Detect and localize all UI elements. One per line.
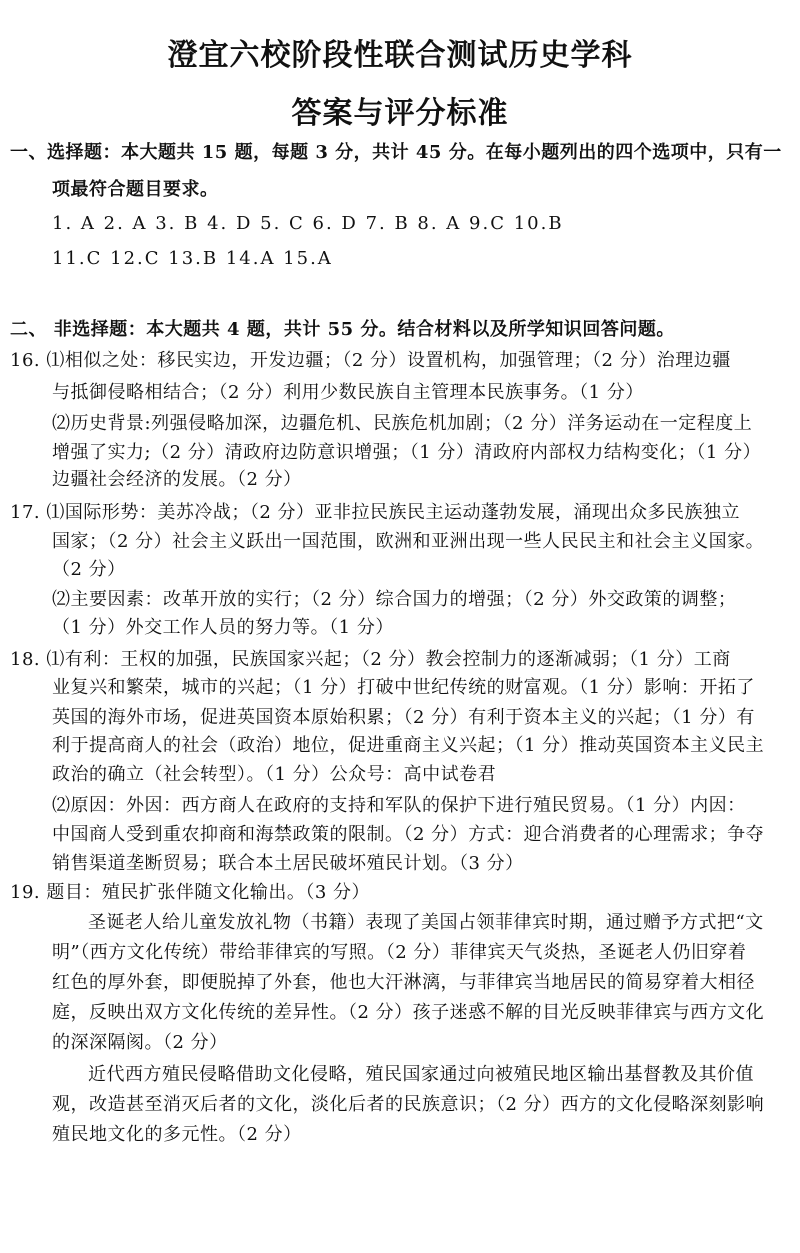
section2-heading: 二、 非选择题：本大题共 4 题，共计 55 分。结合材料以及所学知识回答问题。 [10, 319, 675, 340]
q18-line: ⑵原因：外因：西方商人在政府的支持和军队的保护下进行殖民贸易。（1 分）内因： [52, 795, 746, 816]
q16-line: 边疆社会经济的发展。（2 分） [52, 469, 302, 490]
q16-line: ⑵历史背景:列强侵略加深，边疆危机、民族危机加剧；（2 分）洋务运动在一定程度上 [52, 413, 753, 434]
q19-line: 19. 题目：殖民扩张伴随文化输出。（3 分） [10, 882, 371, 903]
q18-line: 英国的海外市场，促进英国资本原始积累；（2 分）有利于资本主义的兴起；（1 分）有 [52, 707, 755, 728]
section1-heading-line1: 一、选择题：本大题共 15 题，每题 3 分，共计 45 分。在每小题列出的四个选项中，只有一 [10, 142, 782, 163]
page-title: 澄宜六校阶段性联合测试历史学科 [167, 38, 633, 73]
page-subtitle: 答案与评分标准 [291, 96, 509, 131]
q16-line: 与抵御侵略相结合；（2 分）利用少数民族自主管理本民族事务。（1 分） [52, 382, 644, 403]
q18-line: 销售渠道垄断贸易；联合本土居民破坏殖民计划。（3 分） [52, 853, 524, 874]
q19-line: 殖民地文化的多元性。（2 分） [52, 1124, 302, 1145]
q19-line: 红色的厚外套，即便脱掉了外套，他也大汗淋漓，与菲律宾当地居民的简易穿着大相径 [52, 972, 755, 993]
q18-line: 政治的确立（社会转型）。（1 分）公众号：高中试卷君 [52, 764, 497, 785]
q19-line: 圣诞老人给儿童发放礼物（书籍）表现了美国占领菲律宾时期，通过赠予方式把“文 [88, 912, 764, 933]
q17-line: ⑵主要因素：改革开放的实行；（2 分）综合国力的增强；（2 分）外交政策的调整； [52, 589, 737, 610]
q18-line: 中国商人受到重农抑商和海禁政策的限制。（2 分）方式：迎合消费者的心理需求；争夺 [52, 824, 765, 845]
section1-heading-line2: 项最符合题目要求。 [52, 179, 219, 200]
q19-line: 庭，反映出双方文化传统的差异性。（2 分）孩子迷惑不解的目光反映菲律宾与西方文化 [52, 1002, 765, 1023]
q19-line: 观，改造甚至消灭后者的文化，淡化后者的民族意识；（2 分）西方的文化侵略深刻影响 [52, 1094, 765, 1115]
q17-line: （1 分）外交工作人员的努力等。（1 分） [52, 617, 394, 638]
q17-line: 17. ⑴国际形势：美苏冷战；（2 分）亚非拉民族民主运动蓬勃发展，涌现出众多民族独立 [10, 502, 741, 523]
q18-line: 18. ⑴有利：王权的加强，民族国家兴起；（2 分）教会控制力的逐渐减弱；（1 分）工商 [10, 649, 731, 670]
q17-line: 国家；（2 分）社会主义跃出一国范围，欧洲和亚洲出现一些人民民主和社会主义国家。 [52, 531, 765, 552]
q18-line: 利于提高商人的社会（政治）地位，促进重商主义兴起；（1 分）推动英国资本主义民主 [52, 735, 765, 756]
mc-answers-row1: 1. A 2. A 3. B 4. D 5. C 6. D 7. B 8. A 9.C 10.B [52, 213, 564, 234]
mc-answers-row2: 11.C 12.C 13.B 14.A 15.A [52, 248, 333, 269]
q17-line: （2 分） [52, 559, 126, 580]
q19-line: 的深深隔阂。（2 分） [52, 1032, 228, 1053]
q16-line: 增强了实力;（2 分）清政府边防意识增强；（1 分）清政府内部权力结构变化；（1 分） [52, 442, 762, 463]
q19-line: 近代西方殖民侵略借助文化侵略，殖民国家通过向被殖民地区输出基督教及其价值 [88, 1064, 754, 1085]
q19-line: 明”（西方文化传统）带给菲律宾的写照。（2 分）菲律宾天气炎热，圣诞老人仍旧穿着 [52, 942, 747, 963]
q18-line: 业复兴和繁荣，城市的兴起；（1 分）打破中世纪传统的财富观。（1 分）影响：开拓了 [52, 677, 755, 698]
q16-line: 16. ⑴相似之处：移民实边，开发边疆；（2 分）设置机构，加强管理；（2 分）治理边疆 [10, 350, 731, 371]
